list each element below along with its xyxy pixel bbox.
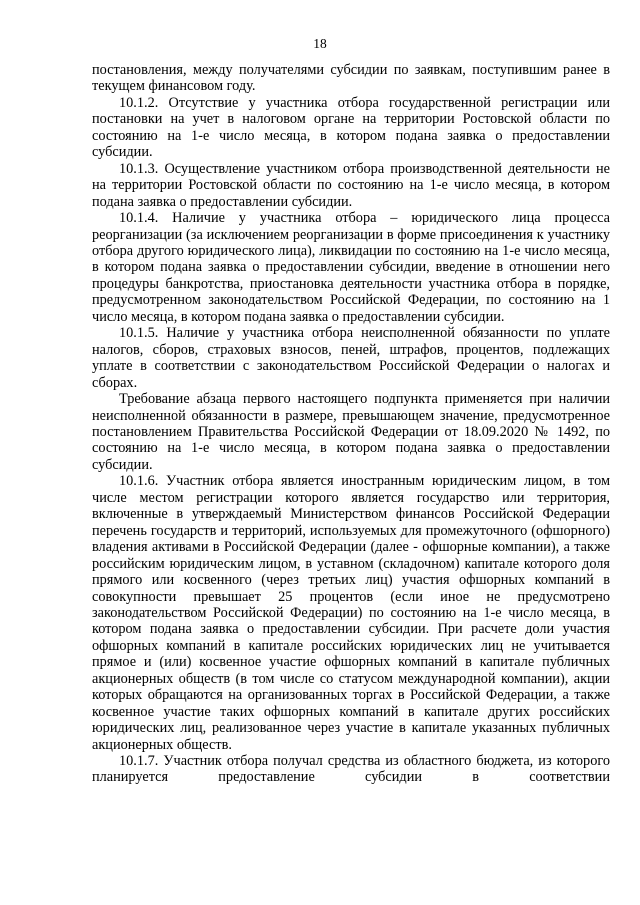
paragraph: постановления, между получателями субсидии по заявкам, поступившим ранее в текущем финансовом году. — [92, 62, 610, 95]
document-body — [92, 62, 610, 786]
paragraph: 10.1.3. Осуществление участником отбора производственной деятельности не на территории Ростовской области по состоянию на 1-е число месяца, в котором подана заявка о предоставлении субсидии. — [92, 160, 610, 210]
page-number: 18 — [313, 36, 327, 51]
paragraph: 10.1.6. Участник отбора является иностранным юридическим лицом, в том числе местом регистрации которого является государство или территория, включенные в утверждаемый Министерством финансов Российской Федерации перечень государств и территорий, используемых для промежуточного (офшорного) владения активами в Российской Федерации (далее - офшорные компании), а также российским юридическим лицом, в уставном (складочном) капитале которого доля прямого или косвенного (через третьих лиц) участия офшорных компаний в совокупности превышает 25 процентов (если иное не предусмотрено законодательством Российской Федерации) по состоянию на 1-е число месяца, в котором подана заявка о предоставлении субсидии. При расчете доли участия офшорных компаний в капитале российских юридических лиц не учитывается прямое и (или) косвенное участие офшорных компаний в капитале публичных акционерных обществ (в том числе со статусом международной компании), акции которых обращаются на организованных торгах в Российской Федерации, а также косвенное участие таких офшорных компаний в капитале других российских юридических лиц, реализованное через участие в капитале указанных публичных акционерных обществ. — [92, 473, 610, 753]
paragraph: 10.1.2. Отсутствие у участника отбора государственной регистрации или постановки на учет в налоговом органе на территории Ростовской области по состоянию на 1-е число месяца, в котором подана заявка о предоставлении субсидии. — [92, 94, 610, 161]
paragraph: 10.1.5. Наличие у участника отбора неисполненной обязанности по уплате налогов, сборов, страховых взносов, пеней, штрафов, процентов, подлежащих уплате в соответствии с законодательством Российской Федерации о налогах и сборах. — [92, 325, 610, 391]
paragraph: Требование абзаца первого настоящего подпункта применяется при наличии неисполненной обязанности в размере, превышающем значение, предусмотренное постановлением Правительства Российской Федерации от 18.09.2020 № 1492, по состоянию на 1-е число месяца, в котором подана заявка о предоставлении субсидии. — [92, 391, 610, 473]
paragraph: 10.1.4. Наличие у участника отбора – юридического лица процесса реорганизации (за исключением реорганизации в форме присоединения к участнику отбора другого юридического лица), ликвидации по состоянию на 1-е число месяца, в котором подана заявка о предоставлении субсидии, введение в отношении него процедуры банкротства, приостановка деятельности участника отбора в порядке, предусмотренном законодательством Российской Федерации, по состоянию на 1 число месяца, в котором подана заявка о предоставлении субсидии. — [92, 210, 610, 325]
paragraph: 10.1.7. Участник отбора получал средства из областного бюджета, из которого планируется предоставление субсидии в соответствии — [92, 753, 610, 786]
